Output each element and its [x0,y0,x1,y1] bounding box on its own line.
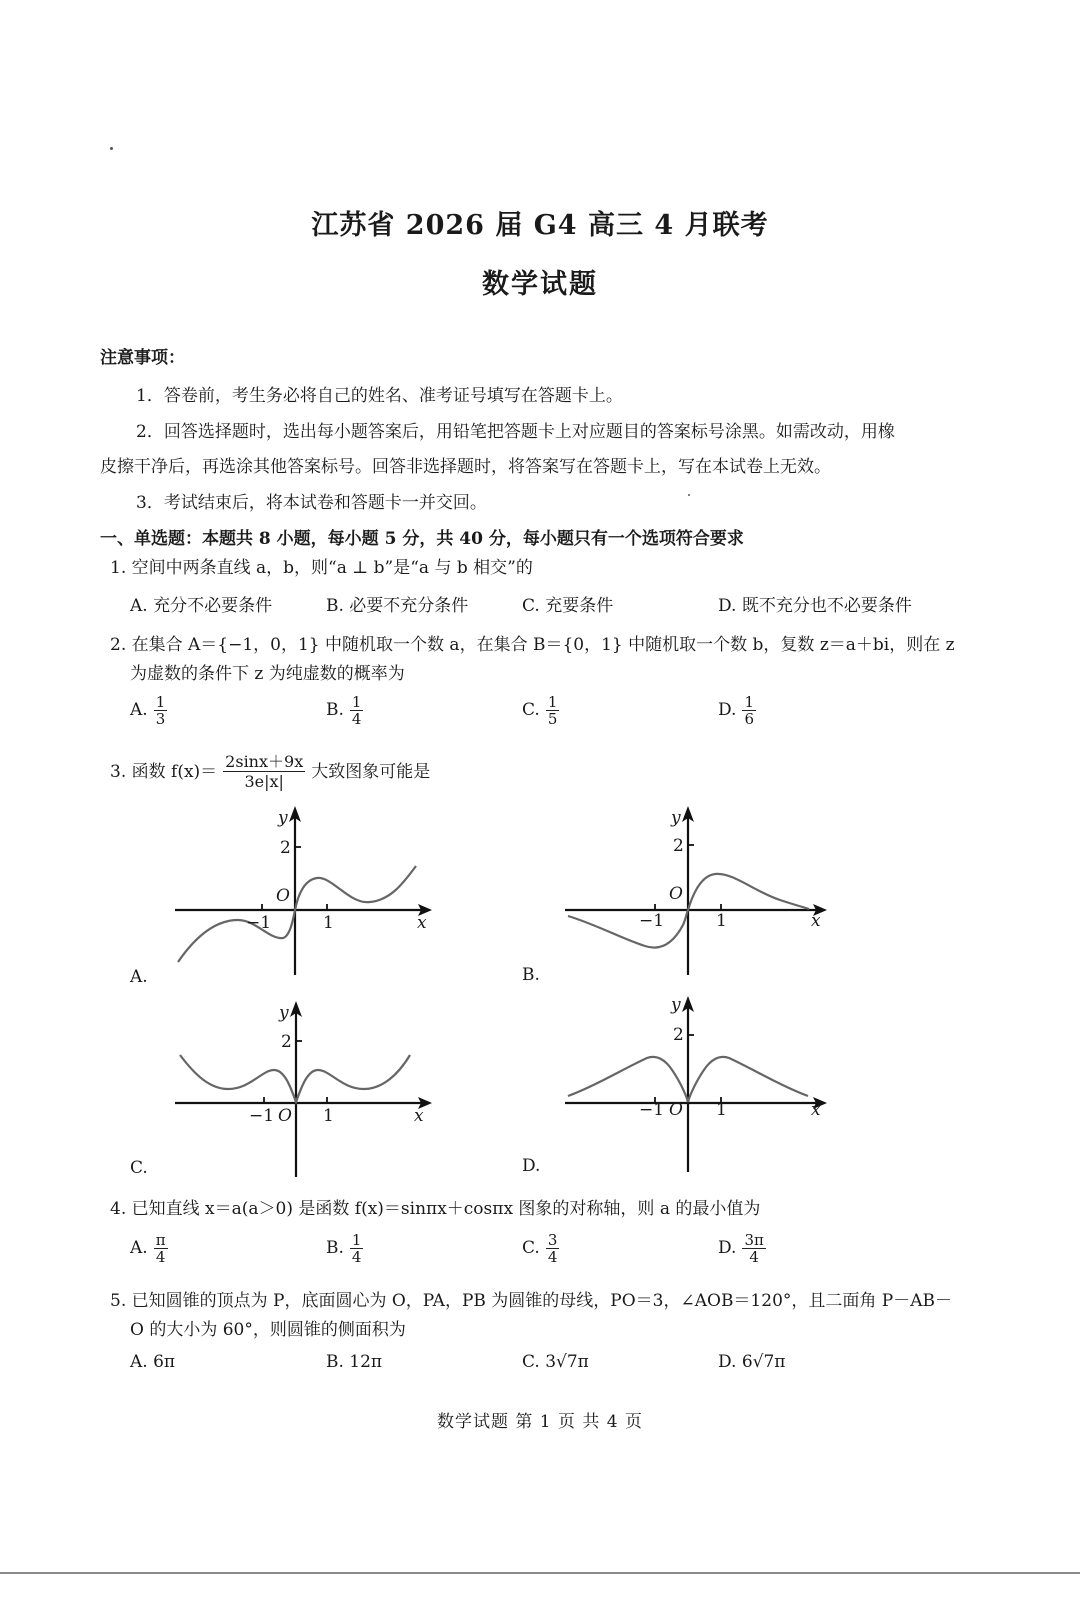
denominator: 5 [547,710,558,728]
denominator: 4 [547,1248,558,1266]
x-tick-neg1: −1 [639,911,665,931]
x-tick-1: 1 [323,1106,334,1126]
numerator: 1 [155,693,166,711]
numerator: 1 [351,1231,362,1249]
graph-option-d[interactable] [565,990,835,1175]
origin-label: O [669,1100,683,1120]
q4-option-a[interactable] [130,1232,168,1265]
graph-c-svg [170,995,440,1180]
option-label: A. [130,1238,148,1258]
option-label: C. [522,700,540,720]
q1-option-a[interactable]: A. 充分不必要条件 [130,596,273,616]
x-tick-1: 1 [716,911,727,931]
page-footer: 数学试题 第 1 页 共 4 页 [436,1412,644,1432]
numerator: 2sinx＋9x [225,752,304,771]
question-1-stem: 1. 空间中两条直线 a，b，则“a ⊥ b”是“a 与 b 相交”的 [110,558,533,578]
question-5-stem-line1: 5. 已知圆锥的顶点为 P，底面圆心为 O，PA，PB 为圆锥的母线，PO＝3，∠AOB＝120°，且二面角 P－AB－ [110,1291,952,1311]
question-2-stem-line2: 为虚数的条件下 z 为纯虚数的概率为 [130,664,405,684]
fraction [742,694,756,727]
y-axis-label: y [671,995,681,1015]
x-tick-1: 1 [716,1100,727,1120]
y-tick-2: 2 [673,836,684,856]
q2-option-c[interactable] [522,694,559,727]
x-axis-label: x [811,1100,821,1120]
fraction [350,694,364,727]
graph-b-svg [565,800,835,980]
origin-label: O [276,886,290,906]
denominator: 3 [155,710,166,728]
option-label: C. [522,1238,540,1258]
y-tick-2: 2 [673,1025,684,1045]
numerator: 3 [547,1231,558,1249]
option-label: B. [326,700,344,720]
denominator: 4 [351,1248,362,1266]
x-tick-neg1: −1 [249,1106,275,1126]
numerator: 3π [744,1231,764,1249]
graph-a-svg [170,800,440,980]
q1-option-d[interactable]: D. 既不充分也不必要条件 [718,596,912,616]
graph-d-svg [565,990,835,1175]
question-2-stem-line1: 2. 在集合 A＝{−1，0，1} 中随机取一个数 a，在集合 B＝{0，1} 中随机取一个数 b，复数 z＝a＋bi，则在 z [110,635,955,655]
fraction [154,1232,168,1265]
fraction [742,1232,765,1265]
q1-option-b[interactable]: B. 必要不充分条件 [326,596,469,616]
scan-artifact [688,494,690,496]
y-axis-label: y [278,808,288,828]
question-5-stem-line2: O 的大小为 60°，则圆锥的侧面积为 [130,1320,406,1340]
x-tick-1: 1 [323,913,334,933]
q4-option-d[interactable] [718,1232,766,1265]
question-4-stem: 4. 已知直线 x＝a(a＞0) 是函数 f(x)＝sinπx＋cosπx 图象的对称轴，则 a 的最小值为 [110,1199,761,1219]
y-tick-2: 2 [281,1032,292,1052]
q3-option-b-label[interactable]: B. [522,965,540,985]
q5-option-b[interactable]: B. 12π [326,1352,383,1372]
q3-option-a-label[interactable]: A. [130,967,148,987]
notice-item-2-cont: 皮擦干净后，再选涂其他答案标号。回答非选择题时，将答案写在答题卡上，写在本试卷上无效。 [100,457,831,477]
graph-option-b[interactable] [565,800,835,980]
numerator: 1 [547,693,558,711]
x-tick-neg1: −1 [246,913,272,933]
x-axis-label: x [417,913,427,933]
option-label: A. [130,700,148,720]
fraction [546,694,560,727]
question-3-stem [110,752,430,791]
x-tick-neg1: −1 [639,1100,665,1120]
option-label: D. [718,700,737,720]
numerator: π [155,1231,166,1249]
denominator: 4 [351,710,362,728]
option-label: B. [326,1238,344,1258]
stem-prefix: 3. 函数 f(x)＝ [110,761,218,782]
notice-heading: 注意事项： [100,348,185,368]
graph-option-a[interactable] [170,800,440,980]
function-fraction [223,752,305,791]
exam-title: 江苏省 2026 届 G4 高三 4 月联考 [311,210,769,241]
q3-option-d-label[interactable]: D. [522,1156,541,1176]
y-axis-label: y [671,808,681,828]
x-axis-label: x [414,1106,424,1126]
q4-option-b[interactable] [326,1232,363,1265]
q5-option-c[interactable]: C. 3√7π [522,1352,589,1372]
q1-option-c[interactable]: C. 充要条件 [522,596,614,616]
notice-item-1: 1．答卷前，考生务必将自己的姓名、准考证号填写在答题卡上。 [136,386,623,406]
stem-suffix: 大致图象可能是 [311,761,431,782]
origin-label: O [669,884,683,904]
q5-option-a[interactable]: A. 6π [130,1352,176,1372]
option-label: D. [718,1238,737,1258]
fraction [546,1232,560,1265]
q2-option-b[interactable] [326,694,363,727]
x-axis-label: x [811,911,821,931]
denominator: 4 [749,1248,759,1266]
y-axis-label: y [279,1003,289,1023]
numerator: 1 [744,693,754,711]
y-tick-2: 2 [280,838,291,858]
exam-subtitle: 数学试题 [482,269,598,300]
fraction [350,1232,364,1265]
origin-label: O [278,1106,292,1126]
denominator: 4 [155,1248,166,1266]
notice-item-3: 3．考试结束后，将本试卷和答题卡一并交回。 [136,493,487,513]
q2-option-d[interactable] [718,694,756,727]
q3-option-c-label[interactable]: C. [130,1158,148,1178]
numerator: 1 [351,693,362,711]
denominator: 6 [744,710,754,728]
q5-option-d[interactable]: D. 6√7π [718,1352,786,1372]
notice-item-2: 2．回答选择题时，选出每小题答案后，用铅笔把答题卡上对应题目的答案标号涂黑。如需改动，用橡 [136,422,895,442]
q2-option-a[interactable] [130,694,167,727]
scan-artifact [110,147,113,150]
q4-option-c[interactable] [522,1232,559,1265]
denominator: 3e|x| [244,772,284,791]
section-heading: 一、单选题：本题共 8 小题，每小题 5 分，共 40 分，每小题只有一个选项符合要求 [100,529,744,549]
page-bottom-divider [0,1572,1080,1574]
fraction [154,694,168,727]
graph-option-c[interactable] [170,995,440,1180]
